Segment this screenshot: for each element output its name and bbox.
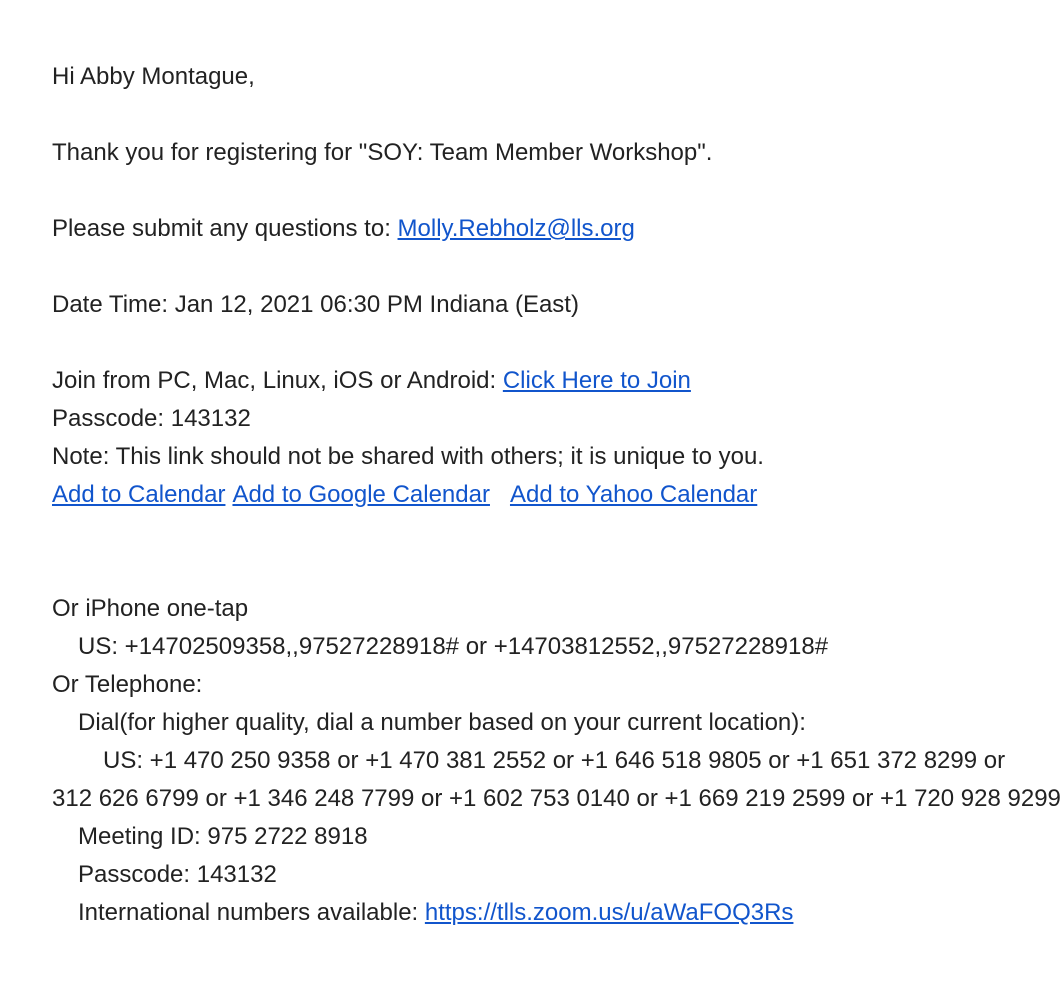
join-line: [52, 362, 691, 400]
international-numbers-link[interactable]: https://tlls.zoom.us/u/aWaFOQ3Rs: [424, 899, 794, 926]
telephone-heading: Or Telephone:: [52, 671, 203, 698]
add-to-google-calendar-link[interactable]: Add to Google Calendar: [232, 481, 490, 508]
calendar-links: [52, 476, 757, 514]
us-numbers-line-1: US: +1 470 250 9358 or +1 470 381 2552 or +1 646 518 9805 or +1 651 372 8299 or: [103, 747, 1006, 774]
join-prefix: Join from PC, Mac, Linux, iOS or Android:: [52, 367, 503, 394]
telephone-passcode-text: Passcode: 143132: [78, 861, 277, 888]
meeting-id-text: Meeting ID: 975 2722 8918: [78, 823, 368, 850]
passcode-text: Passcode: 143132: [52, 405, 251, 432]
add-to-calendar-link[interactable]: Add to Calendar: [52, 481, 226, 508]
add-to-yahoo-calendar-link[interactable]: Add to Yahoo Calendar: [509, 481, 758, 508]
us-numbers-line-2: 312 626 6799 or +1 346 248 7799 or +1 602 753 0140 or +1 669 219 2599 or +1 720 928 9299: [52, 785, 1061, 812]
greeting-text: Hi Abby Montague,: [52, 63, 255, 90]
iphone-heading: Or iPhone one-tap: [52, 595, 249, 622]
questions-email-link[interactable]: Molly.Rebholz@lls.org: [397, 215, 635, 242]
iphone-numbers: US: +14702509358,,97527228918# or +14703812552,,97527228918#: [78, 633, 829, 660]
questions-prefix: Please submit any questions to:: [52, 215, 398, 242]
international-numbers-line: [78, 894, 793, 932]
datetime-text: Date Time: Jan 12, 2021 06:30 PM Indiana (East): [52, 291, 579, 318]
note-text: Note: This link should not be shared with others; it is unique to you.: [52, 443, 764, 470]
international-prefix: International numbers available:: [78, 899, 425, 926]
join-link[interactable]: Click Here to Join: [502, 367, 691, 394]
thanks-text: Thank you for registering for "SOY: Team Member Workshop".: [52, 139, 713, 166]
dial-note: Dial(for higher quality, dial a number based on your current location):: [78, 709, 806, 736]
questions-line: [52, 210, 635, 248]
